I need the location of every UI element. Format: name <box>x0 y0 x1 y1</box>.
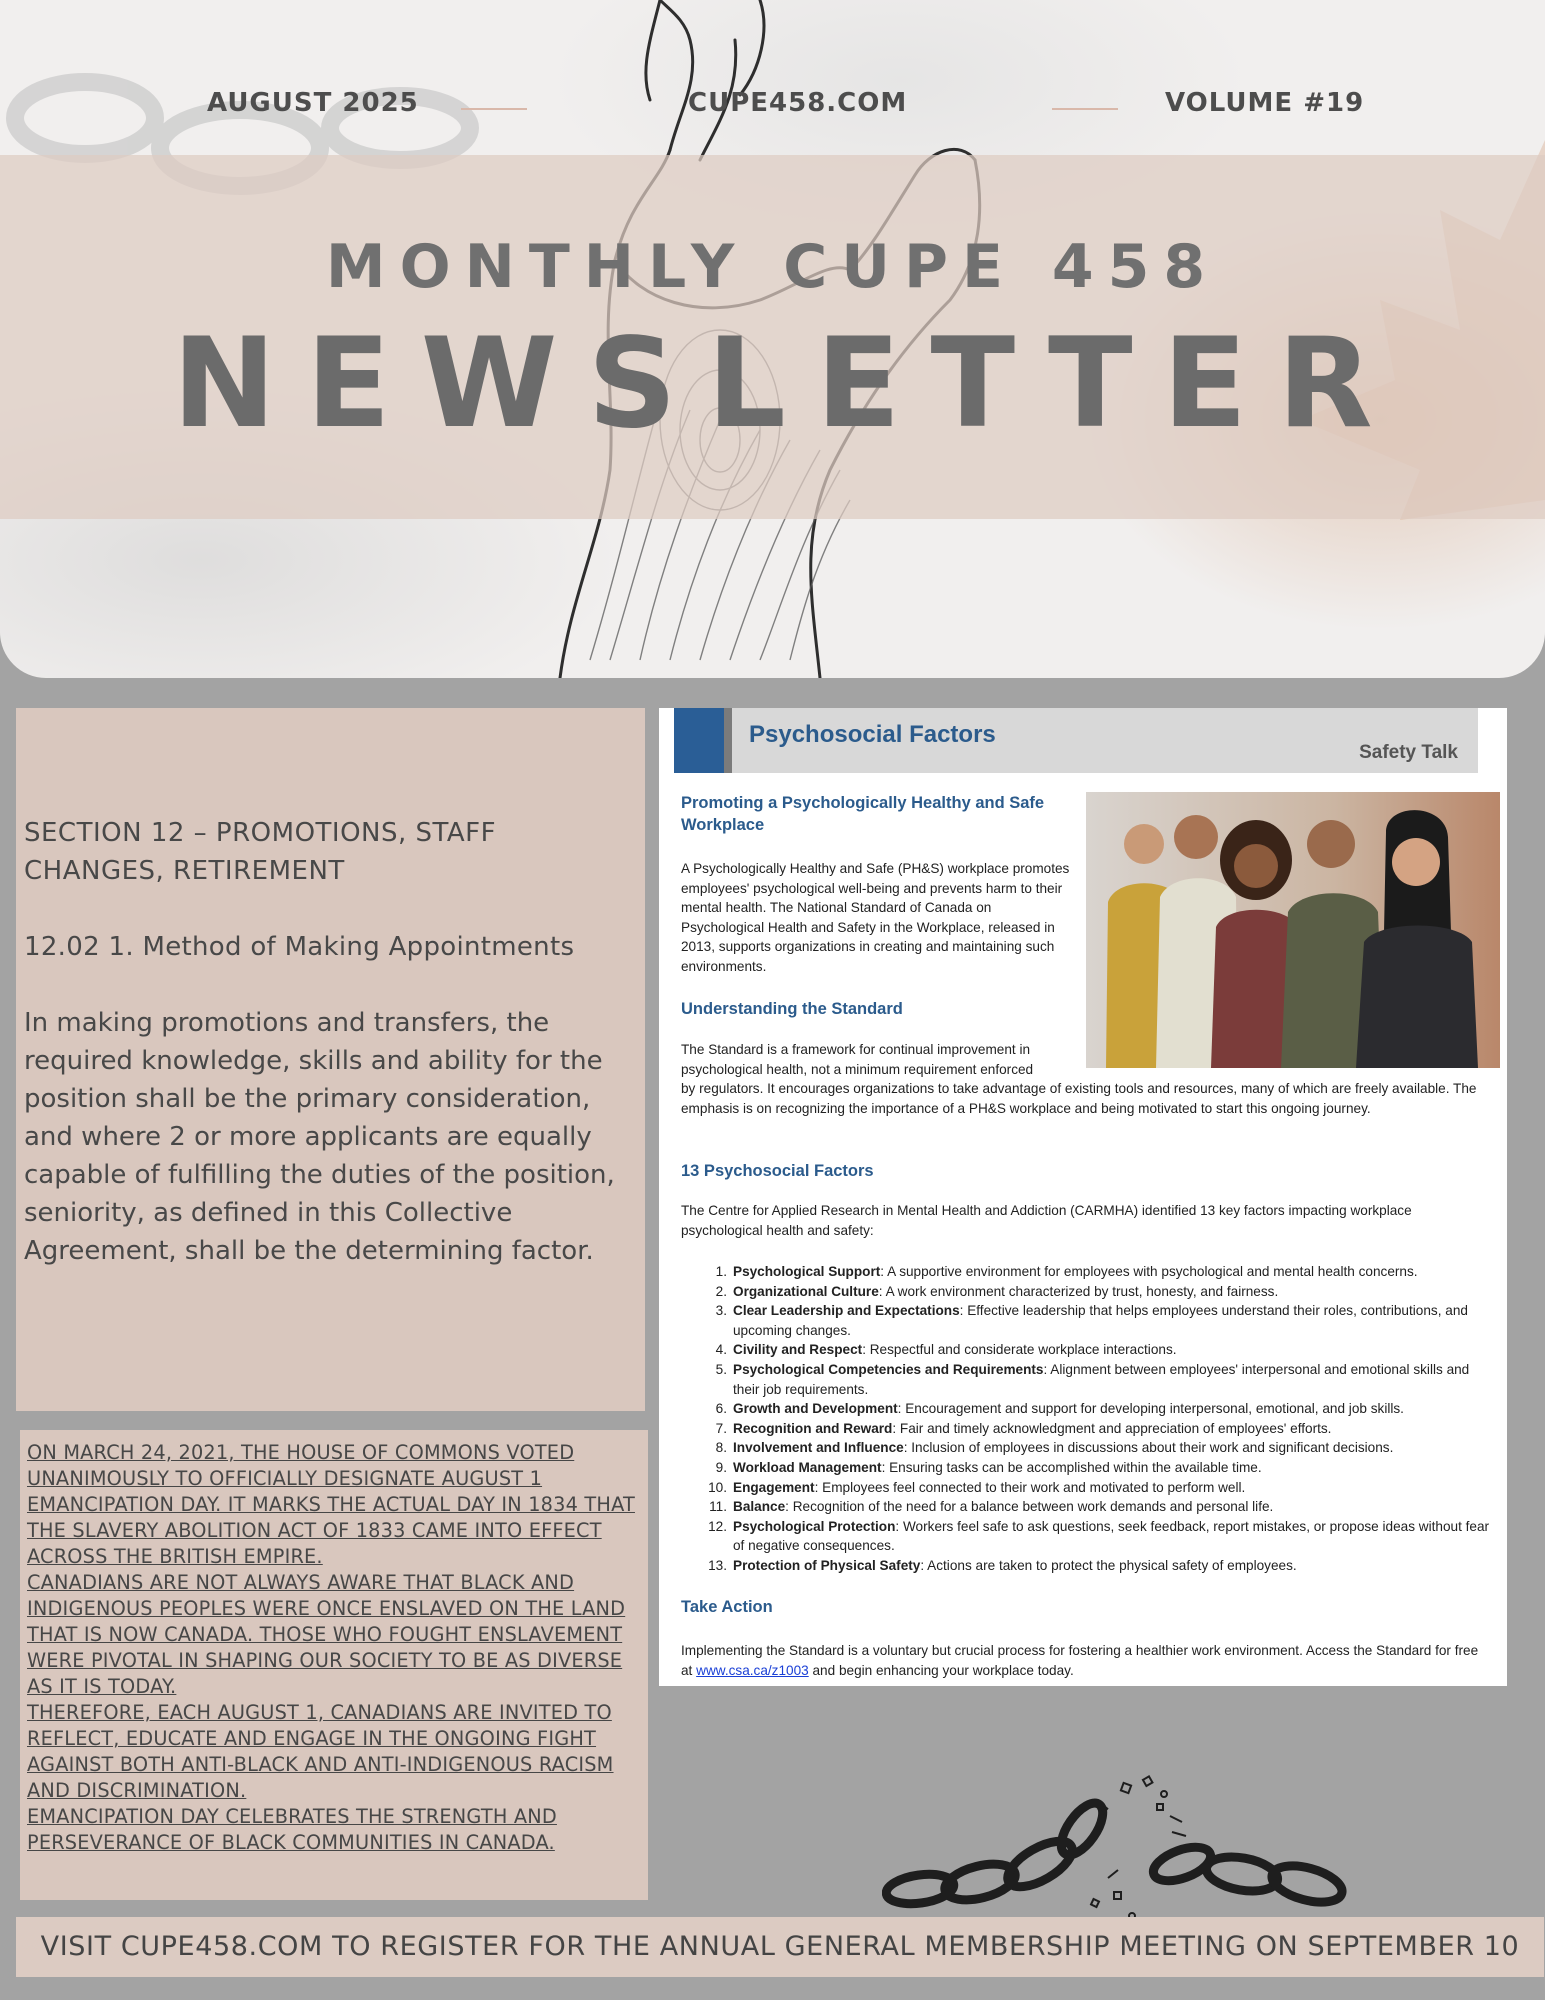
list-item: 6. Growth and Development: Encouragement and support for developing interpersonal, emotional, and job skills. <box>715 1401 1404 1417</box>
heading-13-factors: 13 Psychosocial Factors <box>681 1162 874 1180</box>
header-accent-stripe <box>724 708 732 773</box>
heading-take-action: Take Action <box>681 1598 773 1616</box>
website-link[interactable]: CUPE458.COM <box>688 88 908 118</box>
divider <box>461 108 527 110</box>
team-photo <box>1086 792 1500 1068</box>
safety-talk-card <box>659 708 1507 1686</box>
list-item: 3. Clear Leadership and Expectations: Effective leadership that helps employees understand their roles, contributions, and upcoming changes. <box>715 1303 1468 1338</box>
paragraph-carmha: The Centre for Applied Research in Mental Health and Addiction (CARMHA) identified 13 key factors impacting workplace psychological health and safety: <box>681 1203 1412 1238</box>
paragraph-standard-part1: The Standard is a framework for continual improvement in psychological health, not a minimum requirement enforced <box>681 1042 1034 1077</box>
psychosocial-factors-list <box>681 1262 1493 1576</box>
list-item: 9. Workload Management: Ensuring tasks can be accomplished within the available time. <box>715 1459 1262 1475</box>
divider <box>1052 108 1118 110</box>
emancipation-paragraph: EMANCIPATION DAY CELEBRATES THE STRENGTH AND PERSEVERANCE OF BLACK COMMUNITIES IN CANADA. <box>27 1805 557 1854</box>
section-subheading: 12.02 1. Method of Making Appointments <box>24 932 575 962</box>
card-title: Psychosocial Factors <box>749 721 996 748</box>
card-header <box>674 708 1478 773</box>
list-item: 2. Organizational Culture: A work environment characterized by trust, honesty, and fairness. <box>715 1283 1279 1299</box>
issue-volume: VOLUME #19 <box>1165 88 1365 118</box>
list-item: 1. Psychological Support: A supportive environment for employees with psychological and mental health concerns. <box>715 1264 1418 1279</box>
paragraph-standard-part2: by regulators. It encourages organizations to take advantage of existing tools and resources, many of which are freely available. The emphasis is on recognizing the importance of a PH&S workplace and being motivated to start this ongoing journey. <box>681 1081 1477 1116</box>
emancipation-day-box <box>20 1430 648 1900</box>
issue-meta-row <box>0 88 1545 132</box>
list-item: 13. Protection of Physical Safety: Actions are taken to protect the physical safety of employees. <box>708 1557 1297 1573</box>
paragraph-phs-workplace: A Psychologically Healthy and Safe (PH&S) workplace promotes employees' psychological well-being and prevents harm to their mental health. The National Standard of Canada on Psychological Health and Safety in the Workplace, released in 2013, supports organizations in creating and maintaining such environments. <box>681 861 1070 974</box>
list-item: 4. Civility and Respect: Respectful and considerate workplace interactions. <box>715 1342 1177 1358</box>
newsletter-title-line1: MONTHLY CUPE 458 <box>325 232 1220 302</box>
list-item: 7. Recognition and Reward: Fair and timely acknowledgment and appreciation of employees' efforts. <box>715 1420 1332 1436</box>
issue-date: AUGUST 2025 <box>207 88 419 118</box>
card-tag: Safety Talk <box>1359 742 1458 763</box>
newsletter-title-line2: NEWSLETTER <box>172 312 1403 456</box>
emancipation-paragraph: THEREFORE, EACH AUGUST 1, CANADIANS ARE INVITED TO REFLECT, EDUCATE AND ENGAGE IN THE ONGOING FIGHT AGAINST BOTH ANTI-BLACK AND ANTI-INDIGENOUS RACISM AND DISCRIMINATION. <box>27 1701 614 1802</box>
list-item: 8. Involvement and Influence: Inclusion of employees in discussions about their work and significant decisions. <box>715 1440 1394 1456</box>
heading-promoting-workplace: Promoting a Psychologically Healthy and Safe Workplace <box>681 794 1045 834</box>
list-item: 11. Balance: Recognition of the need for a balance between work demands and personal life. <box>709 1499 1274 1515</box>
broken-chain-icon <box>882 1774 1362 1924</box>
list-item: 12. Psychological Protection: Workers feel safe to ask questions, seek feedback, report mistakes, or propose ideas without fear of negative consequences. <box>708 1518 1490 1554</box>
paragraph-take-action: Implementing the Standard is a voluntary but crucial process for fostering a healthier work environment. Access the Standard for free at www.csa.ca/z1003 and begin enhancing your workplace today. <box>681 1643 1479 1678</box>
agm-registration-banner[interactable]: VISIT CUPE458.COM TO REGISTER FOR THE ANNUAL GENERAL MEMBERSHIP MEETING ON SEPTEMBER 10 <box>16 1917 1544 1977</box>
collective-agreement-box <box>16 708 645 1411</box>
section-body: In making promotions and transfers, the required knowledge, skills and ability for the position shall be the primary consideration, and where 2 or more applicants are equally capable of fulfilling the duties of the position, seniority, as defined in this Collective Agreement, shall be the determining factor. <box>24 1008 615 1266</box>
heading-understanding-standard: Understanding the Standard <box>681 1000 903 1018</box>
list-item: 5. Psychological Competencies and Requirements: Alignment between employees' interpersonal and emotional skills and their job requirements. <box>715 1361 1470 1397</box>
section-heading: SECTION 12 – PROMOTIONS, STAFF CHANGES, RETIREMENT <box>24 818 497 886</box>
emancipation-paragraph: CANADIANS ARE NOT ALWAYS AWARE THAT BLACK AND INDIGENOUS PEOPLES WERE ONCE ENSLAVED ON THE LAND THAT IS NOW CANADA. THOSE WHO FOUGHT ENSLAVEMENT WERE PIVOTAL IN SHAPING OUR SOCIETY TO BE AS DIVERSE AS IT IS TODAY. <box>27 1571 626 1698</box>
list-item: 10. Engagement: Employees feel connected to their work and motivated to perform well. <box>708 1479 1246 1495</box>
emancipation-paragraph: ON MARCH 24, 2021, THE HOUSE OF COMMONS VOTED UNANIMOUSLY TO OFFICIALLY DESIGNATE AUGUST 1 EMANCIPATION DAY. IT MARKS THE ACTUAL DAY IN 1834 THAT THE SLAVERY ABOLITION ACT OF 1833 CAME INTO EFFECT ACROSS THE BRITISH EMPIRE. <box>27 1441 635 1568</box>
csa-standard-link[interactable]: www.csa.ca/z1003 <box>696 1662 809 1678</box>
newsletter-header <box>0 0 1545 678</box>
